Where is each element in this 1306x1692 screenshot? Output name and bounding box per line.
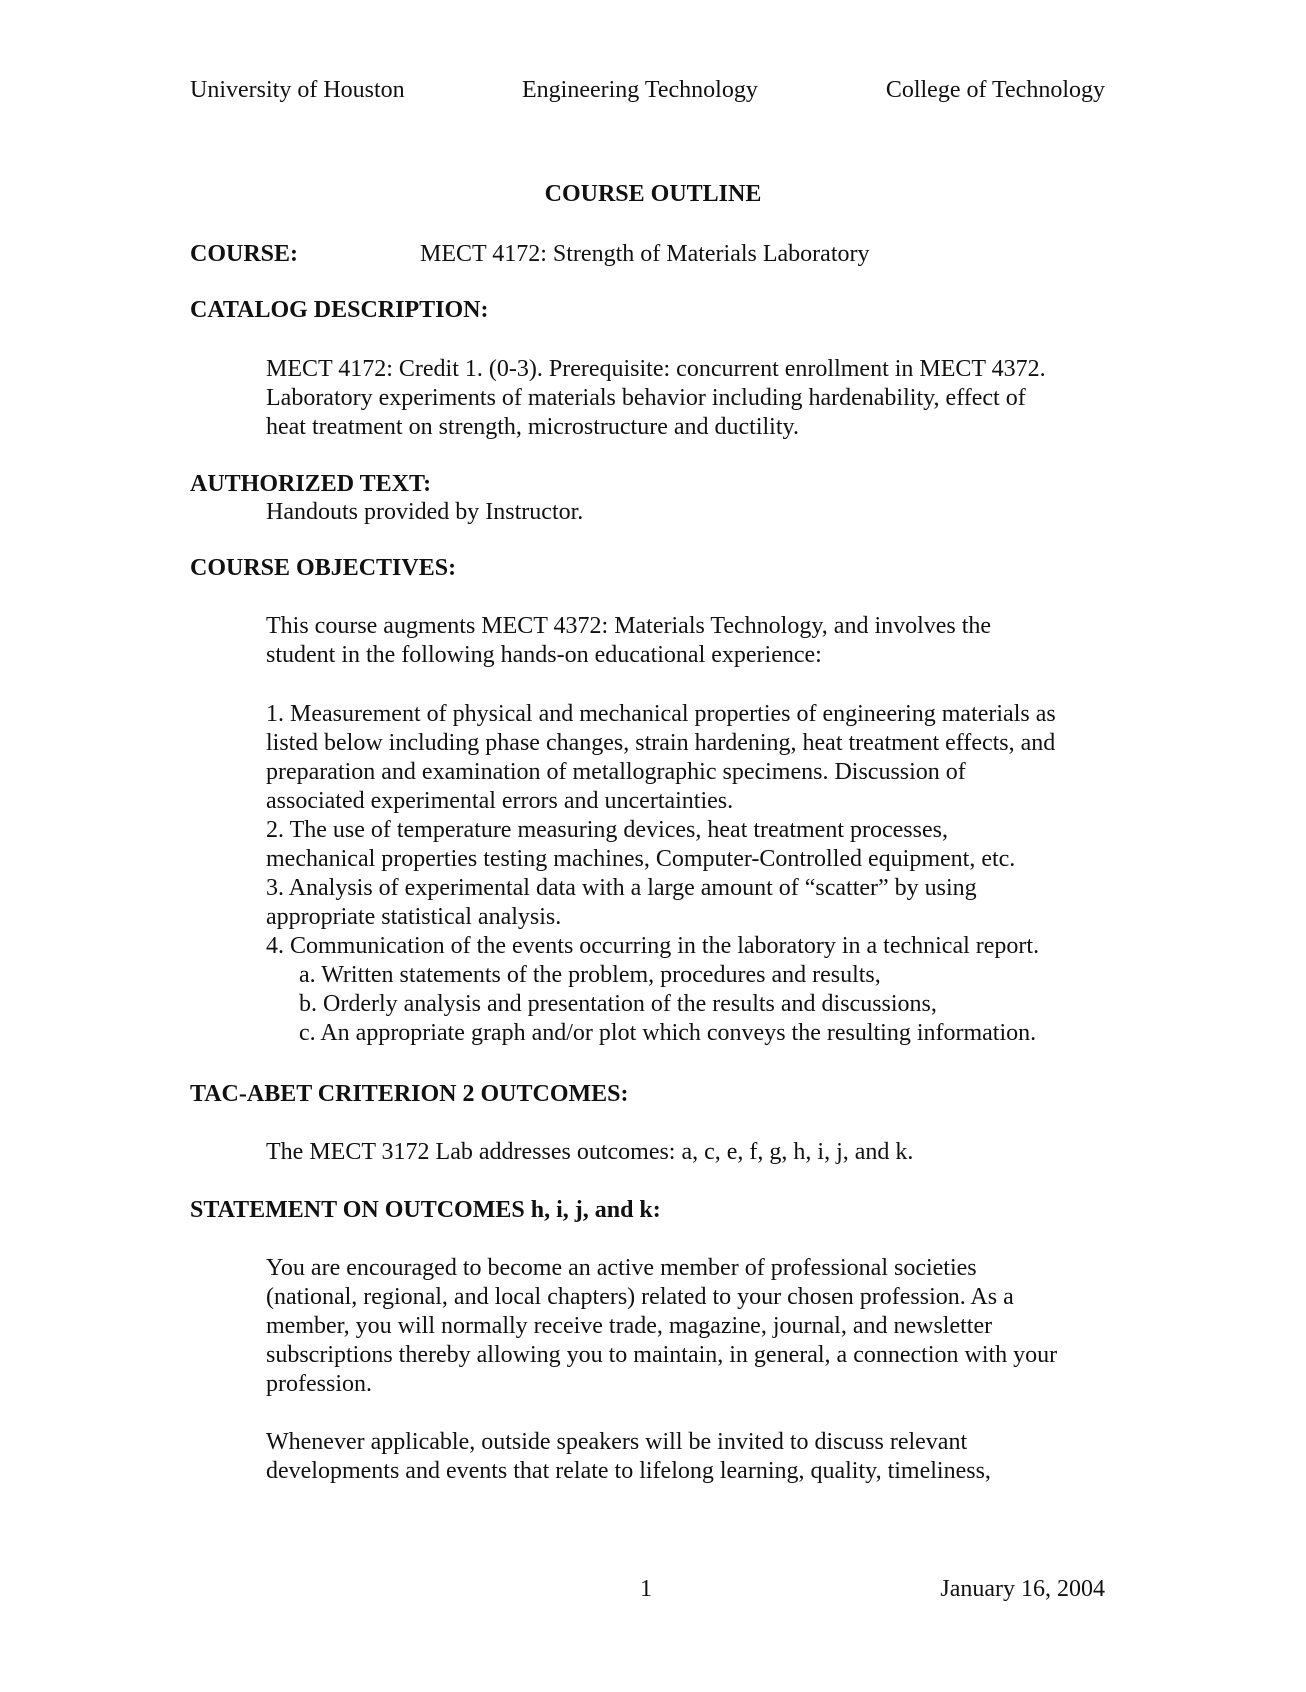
statement-line: profession. bbox=[266, 1371, 372, 1397]
objectives-item-line: appropriate statistical analysis. bbox=[266, 904, 562, 930]
objectives-intro-line: student in the following hands-on educational experience: bbox=[266, 642, 822, 668]
course-value: MECT 4172: Strength of Materials Laboratory bbox=[420, 241, 870, 267]
page-title: COURSE OUTLINE bbox=[544, 181, 762, 207]
statement-paragraph-1 bbox=[266, 1254, 1111, 1399]
catalog-heading: CATALOG DESCRIPTION: bbox=[190, 297, 489, 323]
page-number: 1 bbox=[640, 1576, 652, 1602]
statement-line: subscriptions thereby allowing you to maintain, in general, a connection with your bbox=[266, 1342, 1058, 1368]
objectives-item-line: mechanical properties testing machines, Computer-Controlled equipment, etc. bbox=[266, 846, 1016, 872]
objectives-item-line: preparation and examination of metallographic specimens. Discussion of bbox=[266, 759, 966, 785]
objectives-item-line: 4. Communication of the events occurring in the laboratory in a technical report. bbox=[266, 933, 1040, 959]
objectives-intro-line: This course augments MECT 4372: Materials Technology, and involves the bbox=[266, 613, 992, 639]
objectives-item-line: listed below including phase changes, strain hardening, heat treatment effects, and bbox=[266, 730, 1056, 756]
statement-heading: STATEMENT ON OUTCOMES h, i, j, and k: bbox=[190, 1197, 661, 1223]
objectives-item-line: 2. The use of temperature measuring devices, heat treatment processes, bbox=[266, 817, 948, 843]
catalog-line: MECT 4172: Credit 1. (0-3). Prerequisite: concurrent enrollment in MECT 4372. bbox=[266, 356, 1046, 382]
statement-line: member, you will normally receive trade, magazine, journal, and newsletter bbox=[266, 1313, 993, 1339]
tac-abet-body bbox=[266, 1138, 1111, 1167]
statement-paragraph-2 bbox=[266, 1428, 1111, 1486]
objectives-item-line: 3. Analysis of experimental data with a large amount of “scatter” by using bbox=[266, 875, 977, 901]
course-label: COURSE: bbox=[190, 241, 299, 267]
statement-line: developments and events that relate to lifelong learning, quality, timeliness, bbox=[266, 1458, 991, 1484]
header-university: University of Houston bbox=[190, 77, 405, 103]
catalog-line: heat treatment on strength, microstructure and ductility. bbox=[266, 414, 799, 440]
objectives-subitem-line: b. Orderly analysis and presentation of the results and discussions, bbox=[299, 991, 937, 1017]
header-college: College of Technology bbox=[885, 77, 1105, 103]
page-header bbox=[190, 76, 1105, 106]
objectives-subitem-line: c. An appropriate graph and/or plot which conveys the resulting information. bbox=[299, 1020, 1037, 1046]
statement-line: You are encouraged to become an active member of professional societies bbox=[266, 1255, 977, 1281]
objectives-intro bbox=[266, 612, 1111, 670]
catalog-description bbox=[266, 355, 1111, 442]
authorized-text-line: Handouts provided by Instructor. bbox=[266, 499, 584, 525]
authorized-text-body bbox=[266, 498, 1111, 527]
tac-abet-line: The MECT 3172 Lab addresses outcomes: a, c, e, f, g, h, i, j, and k. bbox=[266, 1139, 914, 1165]
statement-line: (national, regional, and local chapters) related to your chosen profession. As a bbox=[266, 1284, 1014, 1310]
footer-date: January 16, 2004 bbox=[940, 1576, 1105, 1602]
statement-line: Whenever applicable, outside speakers will be invited to discuss relevant bbox=[266, 1429, 968, 1455]
objectives-list bbox=[266, 700, 1111, 1048]
objectives-heading: COURSE OBJECTIVES: bbox=[190, 555, 457, 581]
authorized-text-heading: AUTHORIZED TEXT: bbox=[190, 471, 432, 497]
catalog-line: Laboratory experiments of materials behavior including hardenability, effect of bbox=[266, 385, 1026, 411]
objectives-item-line: associated experimental errors and uncertainties. bbox=[266, 788, 734, 814]
header-department: Engineering Technology bbox=[522, 77, 758, 103]
objectives-item-line: 1. Measurement of physical and mechanical properties of engineering materials as bbox=[266, 701, 1056, 727]
tac-abet-heading: TAC-ABET CRITERION 2 OUTCOMES: bbox=[190, 1081, 629, 1107]
objectives-subitem-line: a. Written statements of the problem, procedures and results, bbox=[299, 962, 881, 988]
